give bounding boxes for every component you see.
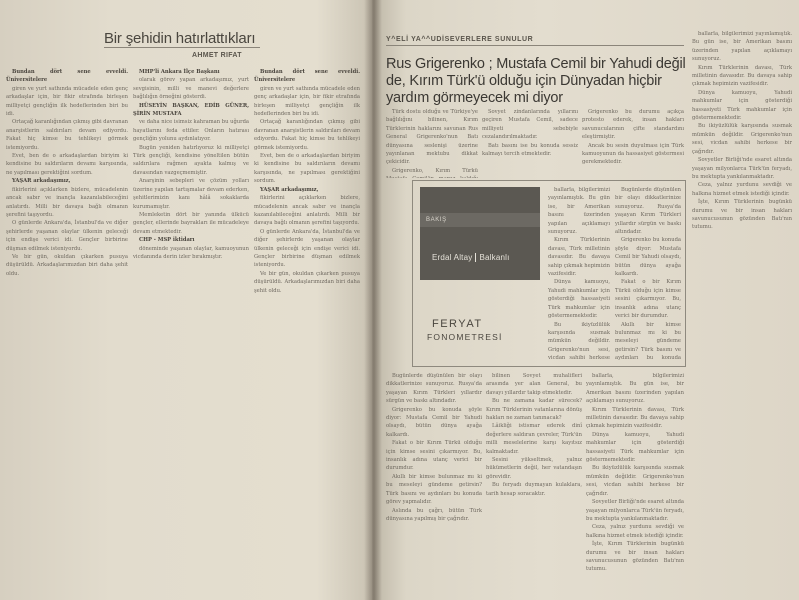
- paragraph: Grigerenko bu konuda şöyle diyor: Mustafa Cemil bir Yahudi olsaydı, bütün dünya ayağa kalkardı.: [615, 237, 681, 278]
- article-title: Bir şehidin hatırlattıkları: [104, 30, 256, 47]
- paragraph: Sovyetler Birliği'nde esaret altında yaşayan milyonlarca Türk'ün feryadı, bu mektupta yankılanmaktadır.: [692, 157, 792, 180]
- paragraph: Bu feryadı duymayan kulaklara, tarih hesap soracaktır.: [486, 482, 582, 497]
- right-column-3: [582, 108, 684, 178]
- paragraph: Kırım Türklerinin davası, Türk milletinin davasıdır. Bu davaya sahip çıkmak hepimizin vazifesidir.: [548, 237, 610, 278]
- paragraph: Bu ikiyüzlülük karşısında susmak mümkün değildir. Grigerenko'nun sesi, vicdan sahibi herkese: [548, 321, 610, 361]
- paragraph: Dünya kamuoyu, Yahudi mahkumlar için gösterdiği hassasiyeti Türk mahkumlar için göstermemektedir.: [692, 89, 792, 122]
- page-gutter: [364, 0, 382, 600]
- paragraph: Anarşinin sebepleri ve çözüm yolları üzerine yapılan tartışmalar devam ederken, şehitlerimizin kanı hâlâ sokaklarda kurumamıştır.: [133, 178, 249, 210]
- paragraph: Bugün yeniden hatırlıyoruz ki milliyetçi Türk gençliği, kendisine yöneltilen bütün saldırılara rağmen ayakta kalmış ve davasından vazgeçmemiştir.: [133, 144, 249, 176]
- paragraph: YAŞAR arkadaşımız,: [260, 186, 319, 193]
- right-column-5: [615, 186, 681, 361]
- columnist-inset: [420, 187, 540, 280]
- paragraph: fikirlerini açıklarken bizlere, mücadelenin ancak sabır ve inançla kazanılabileceğini anlatırdı. Milli bir davaya bağlı olmanın şerefini taşıyordu.: [254, 195, 360, 227]
- inset-label: BAKIŞ: [426, 217, 447, 223]
- paragraph: Ceza, yalnız yurdunu sevdiği ve halkına hizmet etmek istediği içindir.: [692, 182, 792, 197]
- paragraph: Bugünlerde düşünülen bir olayı dikkatlerinize sunuyoruz. Rusya'da yaşayan Kırım Türkleri yıllardır sürgün ve baskı altındadır.: [386, 373, 482, 405]
- right-column-8: [586, 372, 684, 600]
- column-title: FERYAT: [432, 318, 483, 330]
- article-author: AHMET RIFAT: [192, 52, 242, 59]
- paragraph: Dünya kamuoyu, Yahudi mahkumlar için gösterdiği hassasiyeti Türk mahkumlar için göstermemektedir.: [548, 279, 610, 320]
- left-column-3: [254, 68, 360, 600]
- paragraph: Bundan dört sene evveldi. Üniversitelere: [254, 69, 360, 84]
- paragraph: olarak görev yapan arkadaşımız, yurt sevgisinin, milli ve manevi değerlere bağlılığın örneğini gösterdi.: [133, 77, 249, 101]
- columnist-last-name: Balkanlı: [479, 253, 510, 262]
- left-page: [0, 0, 372, 600]
- paragraph: YAŞAR arkadaşımız,: [12, 178, 71, 185]
- right-column-9: [692, 30, 792, 600]
- paragraph: Batı basını ise bu konuda sessiz kalmayı tercih etmektedir.: [482, 142, 578, 158]
- left-column-2: [133, 68, 249, 600]
- paragraph: Akıllı bir kimse bulunmaz mı ki bu meseleyi gündeme getirsin? Türk basını ve aydınları bu konuda: [615, 321, 681, 361]
- right-column-7: [486, 372, 582, 600]
- paragraph: Akıllı bir kimse bulunmaz mı ki bu meseleyi gündeme getirsin? Türk basını ve aydınları bu konuda görev yapmalıdır.: [386, 473, 482, 506]
- paragraph: ballarla, bilgilerimizi yayınlamıştık. Bu gün ise, bir Amerikan basını üzerinden yapılan açıklamayı sunuyoruz.: [692, 31, 792, 63]
- title-rule: [104, 47, 260, 48]
- paragraph: Bu ne zamana kadar sürecek? Kırım Türklerinin vatanlarına dönüş hakları ne zaman tanınacak?: [486, 398, 582, 422]
- paragraph: Ve bir gün, okuldan çıkarken pusuya düşürüldü. Arkadaşlarımızdan biri daha şehit oldu.: [6, 253, 128, 277]
- paragraph: Sovyet zindanlarında yıllarını geçiren Mustafa Cemil, sadece milliyeti sebebiyle cezalandırılmaktadır.: [482, 109, 578, 141]
- paragraph: HÜSEYİN BAŞKAN, EDİB GÜNER, ŞİRİN MUSTAFA: [133, 102, 249, 118]
- paragraph: Fakat o bir Kırım Türkü olduğu için kimse sesini çıkarmıyor. Bu, insanlık adına utanç verici bir durumdur.: [615, 279, 681, 320]
- right-column-6: [386, 372, 482, 600]
- paragraph: Kırım Türklerinin davası, Türk milletinin davasıdır. Bu davaya sahip çıkmak hepimizin vazifesidir.: [586, 406, 684, 430]
- paragraph: MHP'li Ankara İlçe Başkanı: [139, 69, 220, 75]
- paragraph: Grigerenko bu durumu açıkça protesto ederek, insan hakları savunucularının çifte standardını eleştirmiştir.: [582, 109, 684, 141]
- paragraph: Ve bir gün, okuldan çıkarken pusuya düşürüldü. Arkadaşlarımızdan biri daha şehit oldu.: [254, 270, 360, 294]
- paragraph: Sovyetler Birliği'nde esaret altında yaşayan milyonlarca Türk'ün feryadı, bu mektupta yankılanmaktadır.: [586, 499, 684, 522]
- paragraph: Fakat o bir Kırım Türkü olduğu için kimse sesini çıkarmıyor. Bu, insanlık adına utanç verici bir durumdur.: [386, 440, 482, 472]
- paragraph: Dünya kamuoyu, Yahudi mahkumlar için gösterdiği hassasiyeti Türk mahkumlar için göstermemektedir.: [586, 431, 684, 464]
- paragraph: Bugünlerde düşünülen bir olayı dikkatlerinize sunuyoruz. Rusya'da yaşayan Kırım Türkleri yıllardır sürgün ve baskı altındadır.: [615, 187, 681, 236]
- paragraph: O günlerde Ankara'da, İstanbul'da ve diğer şehirlerde yaşanan olaylar ülkenin geleceği için endişe verici idi. Gençler birbirine düşman edilmek isteniyordu.: [6, 220, 128, 252]
- paragraph: Bundan dört sene evveldi. Üniversitelere: [6, 69, 128, 84]
- columnist-name: [432, 253, 510, 262]
- right-page: [372, 0, 799, 600]
- article-headline: Rus Grigerenko ; Mustafa Cemil bir Yahudi değil de, Kırım Türk'ü olduğu için Dünyadan hiçbir yardım görmeyecek mi diyor: [386, 56, 686, 106]
- paragraph: Bu ikiyüzlülük karşısında susmak mümkün değildir. Grigerenko'nun sesi, vicdan sahibi herkese bir çağrıdır.: [586, 465, 684, 497]
- paragraph: Sesini yükseltmek, yalnız hükümetlerin değil, her vatandaşın görevidir.: [486, 457, 582, 480]
- paragraph: Grigerenko bu konuda şöyle diyor: Mustafa Cemil bir Yahudi olsaydı, bütün dünya ayağa kalkardı.: [386, 406, 482, 438]
- right-column-4: [548, 186, 610, 361]
- name-separator: [475, 253, 476, 262]
- column-subtitle: FONOMETRESİ: [427, 332, 503, 342]
- paragraph: Memleketin dört bir yanında ülkücü gençler, ellerinde bayrakları ile mücadeleye devam etmektedir.: [133, 211, 249, 235]
- paragraph: döneminde yaşanan olaylar, kamuoyunun vicdanında derin izler bırakmıştır.: [133, 245, 249, 260]
- left-column-1: [6, 68, 128, 600]
- paragraph: Ancak bu sesin duyulması için Türk kamuoyunun da hassasiyet göstermesi gerekmektedir.: [582, 142, 684, 166]
- paragraph: Kırım Türklerinin davası, Türk milletinin davasıdır. Bu davaya sahip çıkmak hepimizin vazifesidir.: [692, 64, 792, 88]
- paragraph: ve daha nice isimsiz kahraman bu uğurda hayatlarını feda ettiler. Onların hatırası gençliğin yolunu aydınlatıyor.: [133, 119, 249, 143]
- paragraph: Ortaçağ karanlığından çıkmış gibi davranan anarşistlerin saldırıları devam ediyordu. Fakat hiç kimse bu tehlikeyi görmek istemiyordu.: [254, 119, 360, 151]
- paragraph: Ortaçağ karanlığından çıkmış gibi davranan anarşistlerin saldırıları devam ediyordu. Fakat hiç kimse bu tehlikeyi görmek istemiyordu.: [6, 119, 128, 151]
- paragraph: Evet, ben de o arkadaşlardan biriyim ki kendisine bu saldırıların devamı karşısında, ne yapılması gerektiğini sordum.: [6, 153, 128, 176]
- paragraph: İşte, Kırım Türklerinin bugünkü durumu ve bir insan hakları savunucusunun gözünden Batı'nın tutumu.: [586, 541, 684, 573]
- paragraph: giren ve yurt sathında mücadele eden genç arkadaşlar için, bir fikir etrafında birleşen milliyetçi gençliğin ilk hedeflerinden biri bu idi.: [254, 85, 360, 118]
- section-header: Y^ELİ YA^^UDİSEVERLERE SUNULUR: [386, 36, 534, 43]
- paragraph: fikirlerini açıklarken bizlere, mücadelenin ancak sabır ve inançla kazanılabileceğini anlatırdı. Milli bir davaya bağlı olmanın şerefini taşıyordu.: [6, 186, 128, 218]
- paragraph: Bu ikiyüzlülük karşısında susmak mümkün değildir. Grigerenko'nun sesi, vicdan sahibi herkese bir çağrıdır.: [692, 123, 792, 155]
- paragraph: CHP - MSP iktidarı: [139, 237, 195, 244]
- right-column-2: [482, 108, 578, 178]
- paragraph: Grigerenko, Kırım Türkü: [392, 167, 478, 174]
- columnist-first-name: Erdal Altay: [432, 253, 473, 262]
- paragraph: bilinen Sovyet muhalifleri arasında yer alan General, bu davayı yıllardır takip etmektedir.: [486, 373, 582, 396]
- paragraph: Ceza, yalnız yurdunu sevdiği ve halkına hizmet etmek istediği içindir.: [586, 524, 684, 539]
- paragraph: İşte, Kırım Türklerinin bugünkü durumu ve bir insan hakları savunucusunun gözünden Batı'nın tutumu.: [692, 199, 792, 231]
- paragraph: ballarla, bilgilerimizi yayınlamıştık. Bu gün ise, bir Amerikan basını üzerinden yapılan açıklamayı sunuyoruz.: [586, 373, 684, 405]
- paragraph: ballarla, bilgilerimizi yayınlamıştık. Bu gün ise, bir Amerikan basını üzerinden yapılan açıklamayı sunuyoruz.: [548, 187, 610, 236]
- paragraph: Lâikliği istismar ederek dinî değerlere saldıran çevreler, Türk'ün milli meselelerine karşı kayıtsız kalmaktadır.: [486, 423, 582, 455]
- right-column-1: [386, 108, 478, 178]
- paragraph: giren ve yurt sathında mücadele eden genç arkadaşlar için, bir fikir etrafında birleşen milliyetçi gençliğin ilk hedeflerinden biri bu idi.: [6, 85, 128, 118]
- paragraph: Aslında bu çağrı, bütün Türk dünyasına yapılmış bir çağrıdır.: [386, 507, 482, 522]
- header-rule: [386, 45, 684, 46]
- paragraph: Evet, ben de o arkadaşlardan biriyim ki kendisine bu saldırıların devamı karşısında, ne yapılması gerektiğini sordum.: [254, 153, 360, 185]
- paragraph: O günlerde Ankara'da, İstanbul'da ve diğer şehirlerde yaşanan olaylar ülkenin geleceği için endişe verici idi. Gençler birbirine düşman edilmek isteniyordu.: [254, 228, 360, 269]
- paragraph: Türk dostu olduğu ve Türkiye'ye bağlılığını bilinen, Kırım Türklerinin haklarını savunan Rus General Grigerenko'nun Batı dünyasına seslenişi üzerine yayınlanan mektubu dikkat çekicidir.: [386, 109, 478, 166]
